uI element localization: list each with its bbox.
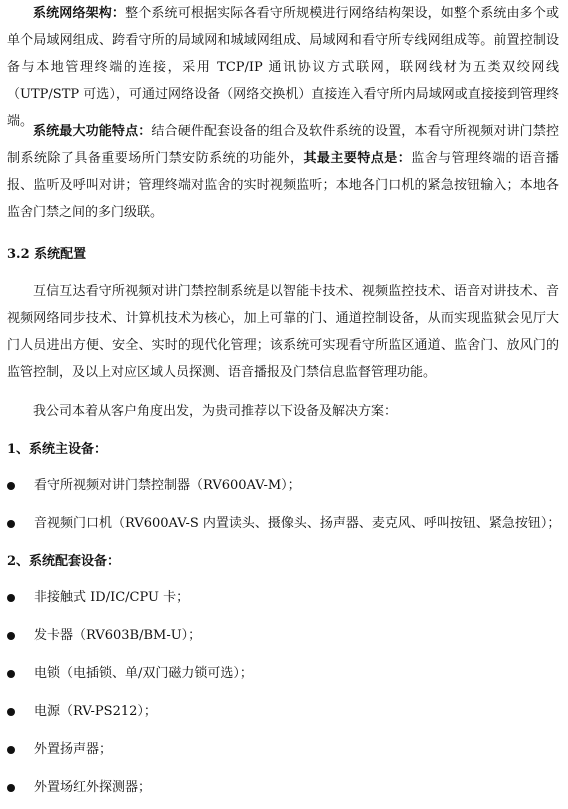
- list-item: [7, 740, 559, 760]
- paragraph-system-intro: [7, 278, 559, 386]
- list-item-text: 外置场红外探测器；: [34, 780, 152, 795]
- paragraph-key-features: [7, 118, 559, 226]
- bullet-dot-icon: [7, 708, 15, 716]
- bullet-dot-icon: [7, 632, 15, 640]
- heading-main-equipment: 1、系统主设备：: [7, 442, 108, 457]
- list-item: [7, 664, 559, 684]
- list-item-text: 电源（RV-PS212）；: [34, 704, 157, 719]
- text-system-intro: 互信互达看守所视频对讲门禁控制系统是以智能卡技术、视频监控技术、语音对讲技术、音视频网络同步技术、计算机技术为核心，加上可靠的门、通道控制设备，从而实现监狱会见厅大门人员进出方便、安全、实时的现代化管理；该系统可实现看守所监区通道、监舍门、放风门的监管控制，及以上对应区域人员探测、语音播报及门禁信息监督管理功能。: [7, 284, 559, 380]
- bullet-dot-icon: [7, 594, 15, 602]
- text-network-architecture: 整个系统可根据实际各看守所规模进行网络结构架设，如整个系统由多个或单个局域网组成、跨看守所的局域网和城域网组成、局域网和看守所专线网组成等。前置控制设备与本地管理终端的连接，采用 TCP/IP 通讯协议方式联网，联网线材为五类双绞网线（UTP/STP 可选），可通过网络设备（网络交换机）直接连入看守所内局域网或直接接到管理终端。: [7, 6, 559, 129]
- list-item: [7, 476, 559, 496]
- text-key-features-1: 结合硬件配套设备的组合及软件系统的设置，本看守所视频对讲门禁控制系统除了具备重要场所门禁安防系统的功能外，: [7, 124, 559, 166]
- list-item-text: 发卡器（RV603B/BM-U）；: [34, 628, 202, 643]
- bullet-dot-icon: [7, 670, 15, 678]
- list-item: [7, 626, 559, 646]
- list-item-text: 电锁（电插锁、单/双门磁力锁可选）；: [34, 666, 253, 681]
- section-heading-3-2: 3.2 系统配置: [7, 247, 87, 262]
- bullet-dot-icon: [7, 784, 15, 792]
- list-item-text: 看守所视频对讲门禁控制器（RV600AV-M）；: [34, 478, 301, 493]
- list-item: [7, 514, 559, 534]
- bullet-dot-icon: [7, 520, 15, 528]
- bullet-dot-icon: [7, 482, 15, 490]
- label-network-architecture: 系统网络架构：: [33, 6, 126, 21]
- heading-auxiliary-equipment: 2、系统配套设备：: [7, 554, 121, 569]
- paragraph-network-architecture: [7, 0, 559, 135]
- label-main-features: 其最主要特点是：: [303, 151, 412, 166]
- text-recommendation: 我公司本着从客户角度出发，为贵司推荐以下设备及解决方案：: [33, 404, 398, 419]
- list-item: [7, 588, 559, 608]
- list-item: [7, 778, 559, 798]
- bullet-dot-icon: [7, 746, 15, 754]
- text-key-features-2: 监舍与管理终端的语音播报、监听及呼叫对讲；管理终端对监舍的实时视频监听；本地各门口机的紧急按钮输入；本地各监舍门禁之间的多门级联。: [7, 151, 559, 220]
- list-item-text: 音视频门口机（RV600AV-S 内置读头、摄像头、扬声器、麦克风、呼叫按钮、紧急按钮）；: [34, 516, 561, 531]
- list-item-text: 外置扬声器；: [34, 742, 113, 757]
- list-item: [7, 702, 559, 722]
- paragraph-recommendation: [7, 398, 559, 425]
- list-item-text: 非接触式 ID/IC/CPU 卡；: [34, 590, 190, 605]
- label-key-features: 系统最大功能特点：: [33, 124, 152, 139]
